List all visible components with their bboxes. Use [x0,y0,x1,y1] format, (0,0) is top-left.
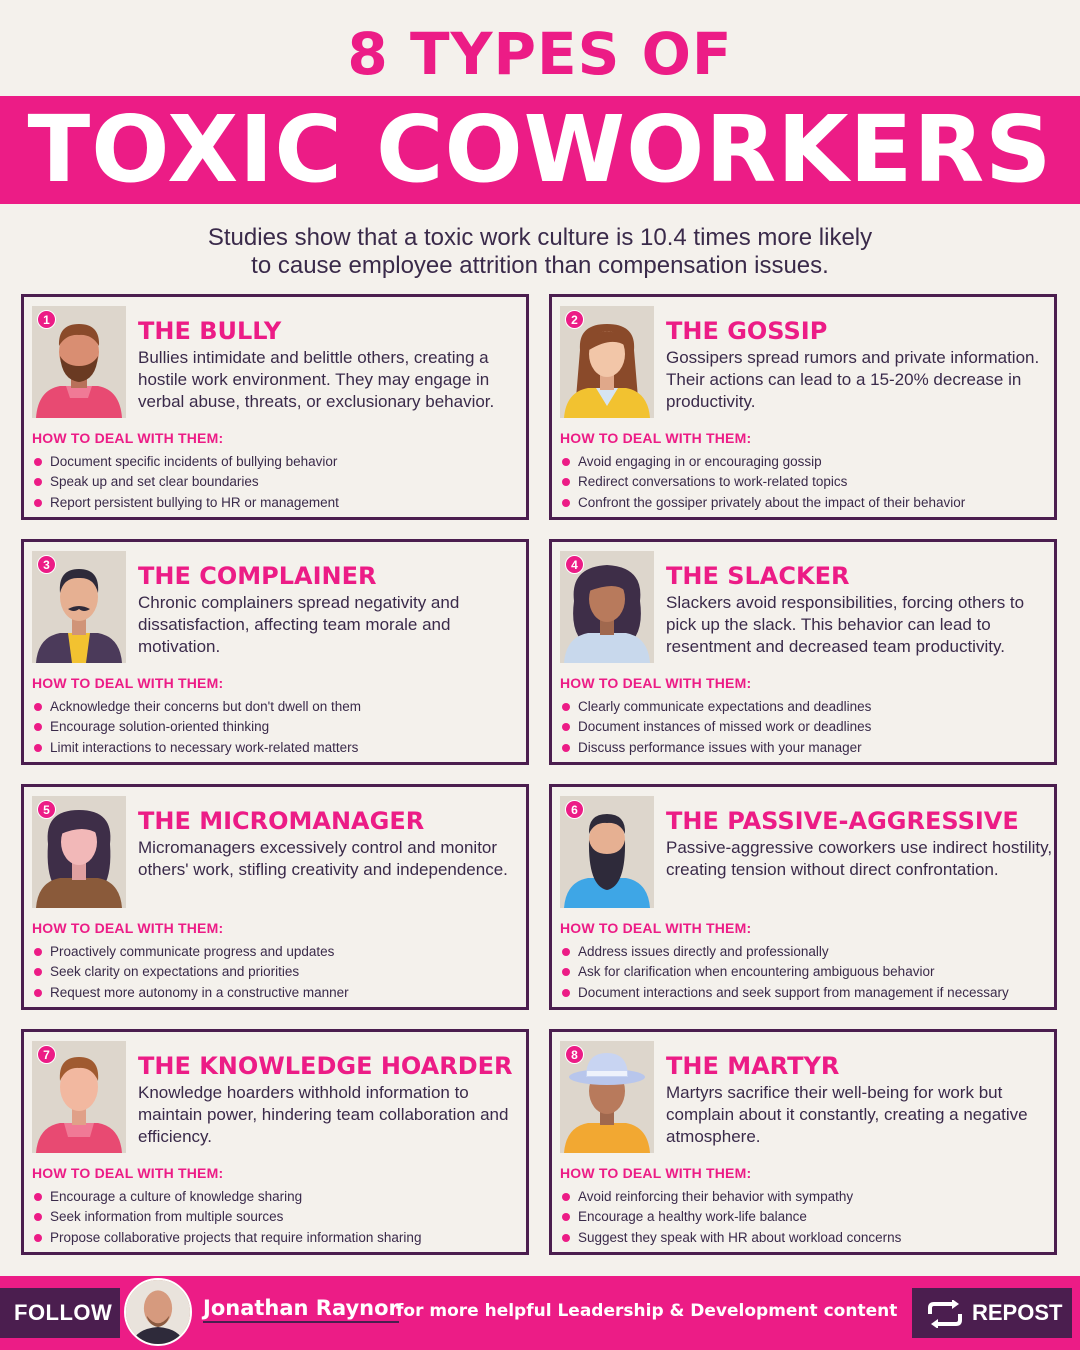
card-number: 4 [565,555,584,574]
tip-item: Encourage a culture of knowledge sharing [32,1187,421,1207]
tips-list [560,942,1009,1003]
tips-list [32,452,339,513]
tips-list [560,452,965,513]
card-description: Slackers avoid responsibilities, forcing others to pick up the slack. This behavior can lead to resentment and decreased team productivity. [666,593,1025,656]
tips-list [560,697,871,758]
card-gossip [549,294,1057,520]
card-complainer [21,539,529,765]
author-avatar [124,1278,192,1346]
card-number: 7 [37,1045,56,1064]
card-number: 5 [37,800,56,819]
how-to-deal-label: HOW TO DEAL WITH THEM: [560,430,752,446]
tips-list [32,942,349,1003]
tip-item: Propose collaborative projects that require information sharing [32,1228,421,1248]
card-description: Bullies intimidate and belittle others, creating a hostile work environment. They may engage in verbal abuse, threats, or exclusionary behavior. [138,348,495,411]
how-to-deal-label: HOW TO DEAL WITH THEM: [560,1165,752,1181]
header-kicker: 8 TYPES OF [347,20,733,88]
repost-label: REPOST [972,1300,1063,1325]
follow-button[interactable]: FOLLOW [0,1288,120,1338]
intro-line-2: to cause employee attrition than compensation issues. [251,252,829,279]
card-slacker [549,539,1057,765]
intro-text [90,224,990,280]
tip-item: Acknowledge their concerns but don't dwell on them [32,697,361,717]
tip-item: Encourage solution-oriented thinking [32,717,361,737]
repost-button[interactable] [912,1288,1072,1338]
how-to-deal-label: HOW TO DEAL WITH THEM: [560,675,752,691]
card-title: THE MARTYR [666,1052,840,1080]
tip-item: Redirect conversations to work-related topics [560,472,965,492]
tips-list [32,1187,421,1248]
tip-item: Avoid engaging in or encouraging gossip [560,452,965,472]
card-number: 6 [565,800,584,819]
how-to-deal-label: HOW TO DEAL WITH THEM: [560,920,752,936]
card-description: Martyrs sacrifice their well-being for work but complain about it constantly, creating a negative atmosphere. [666,1083,1028,1146]
tip-item: Speak up and set clear boundaries [32,472,339,492]
tips-list [560,1187,901,1248]
tip-item: Document interactions and seek support from management if necessary [560,983,1009,1003]
card-title: THE GOSSIP [666,317,828,345]
tip-item: Seek clarity on expectations and priorities [32,962,349,982]
tip-item: Discuss performance issues with your manager [560,738,871,758]
card-title: THE COMPLAINER [138,562,377,590]
card-description: Passive-aggressive coworkers use indirect hostility, creating tension without direct confrontation. [666,838,1053,879]
tip-item: Confront the gossiper privately about the impact of their behavior [560,493,965,513]
card-title: THE KNOWLEDGE HOARDER [138,1052,513,1080]
card-number: 2 [565,310,584,329]
card-title: THE MICROMANAGER [138,807,425,835]
page-title: TOXIC COWORKERS [27,96,1053,203]
tip-item: Report persistent bullying to HR or management [32,493,339,513]
how-to-deal-label: HOW TO DEAL WITH THEM: [32,675,224,691]
card-title: THE SLACKER [666,562,850,590]
card-micromanager [21,784,529,1010]
card-description: Gossipers spread rumors and private information. Their actions can lead to a 15-20% decrease in productivity. [666,348,1040,411]
how-to-deal-label: HOW TO DEAL WITH THEM: [32,920,224,936]
tip-item: Document instances of missed work or deadlines [560,717,871,737]
card-description: Knowledge hoarders withhold information to maintain power, hindering team collaboration and efficiency. [138,1083,509,1146]
tip-item: Address issues directly and professionally [560,942,1009,962]
repost-icon [926,1300,964,1328]
card-title: THE PASSIVE-AGGRESSIVE [666,807,1019,835]
tip-item: Seek information from multiple sources [32,1207,421,1227]
how-to-deal-label: HOW TO DEAL WITH THEM: [32,430,224,446]
intro-line-1: Studies show that a toxic work culture is 10.4 times more likely [207,224,873,251]
tip-item: Encourage a healthy work-life balance [560,1207,901,1227]
card-number: 8 [565,1045,584,1064]
card-passive-aggressive [549,784,1057,1010]
tip-item: Proactively communicate progress and updates [32,942,349,962]
card-description: Micromanagers excessively control and monitor others' work, stifling creativity and independence. [138,838,508,879]
how-to-deal-label: HOW TO DEAL WITH THEM: [32,1165,224,1181]
tip-item: Ask for clarification when encountering ambiguous behavior [560,962,1009,982]
card-bully [21,294,529,520]
card-title: THE BULLY [138,317,282,345]
tip-item: Document specific incidents of bullying behavior [32,452,339,472]
tip-item: Limit interactions to necessary work-related matters [32,738,361,758]
tip-item: Avoid reinforcing their behavior with sympathy [560,1187,901,1207]
tip-item: Suggest they speak with HR about workload concerns [560,1228,901,1248]
tips-list [32,697,361,758]
tip-item: Request more autonomy in a constructive manner [32,983,349,1003]
tip-item: Clearly communicate expectations and deadlines [560,697,871,717]
card-description: Chronic complainers spread negativity and dissatisfaction, affecting team morale and motivation. [138,593,460,656]
card-number: 3 [37,555,56,574]
card-number: 1 [37,310,56,329]
footer-tagline: for more helpful Leadership & Development content [396,1301,898,1321]
card-knowledge-hoarder [21,1029,529,1255]
author-name-link[interactable]: Jonathan Raynor [203,1296,399,1323]
card-martyr [549,1029,1057,1255]
